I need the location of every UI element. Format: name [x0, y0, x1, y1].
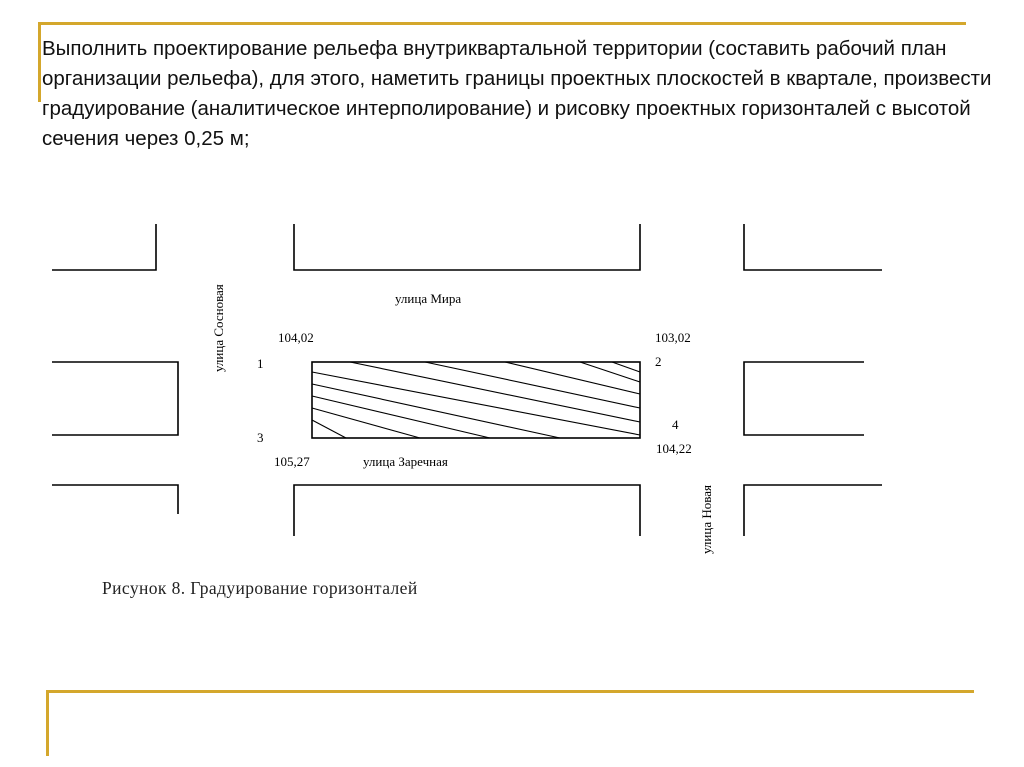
block-middle-left — [52, 362, 178, 435]
street-novaya-label: улица Новая — [699, 485, 714, 554]
task-text: Выполнить проектирование рельефа внутриквартальной территории (составить рабочий план организации рельефа), для этого, наметить границы проектных плоскостей в квартале, произвести градуирование (аналитическое интерполирование) и рисовку проектных горизонталей с высотой сечения через 0,25 м; — [42, 37, 992, 150]
point-3-elevation: 105,27 — [274, 454, 310, 469]
block-middle-right — [744, 362, 864, 435]
block-top-center — [294, 224, 640, 270]
point-4-number: 4 — [672, 417, 679, 432]
point-2-number: 2 — [655, 354, 662, 369]
street-mira-label: улица Мира — [395, 291, 462, 306]
point-4-elevation: 104,22 — [656, 441, 692, 456]
street-sosnovaya-label: улица Сосновая — [211, 284, 226, 372]
contour-hatching — [312, 362, 640, 438]
block-bottom-center — [294, 485, 640, 536]
block-top-right — [744, 224, 882, 270]
street-zarechnaya-label: улица Заречная — [363, 454, 448, 469]
block-bottom-left — [52, 485, 178, 514]
block-top-left — [52, 224, 156, 270]
point-2-elevation: 103,02 — [655, 330, 691, 345]
block-outlines — [52, 224, 882, 536]
point-3-number: 3 — [257, 430, 264, 445]
point-1-elevation: 104,02 — [278, 330, 314, 345]
point-1-number: 1 — [257, 356, 264, 371]
figure-caption: Рисунок 8. Градуирование горизонталей — [102, 578, 418, 598]
block-bottom-right — [744, 485, 882, 536]
